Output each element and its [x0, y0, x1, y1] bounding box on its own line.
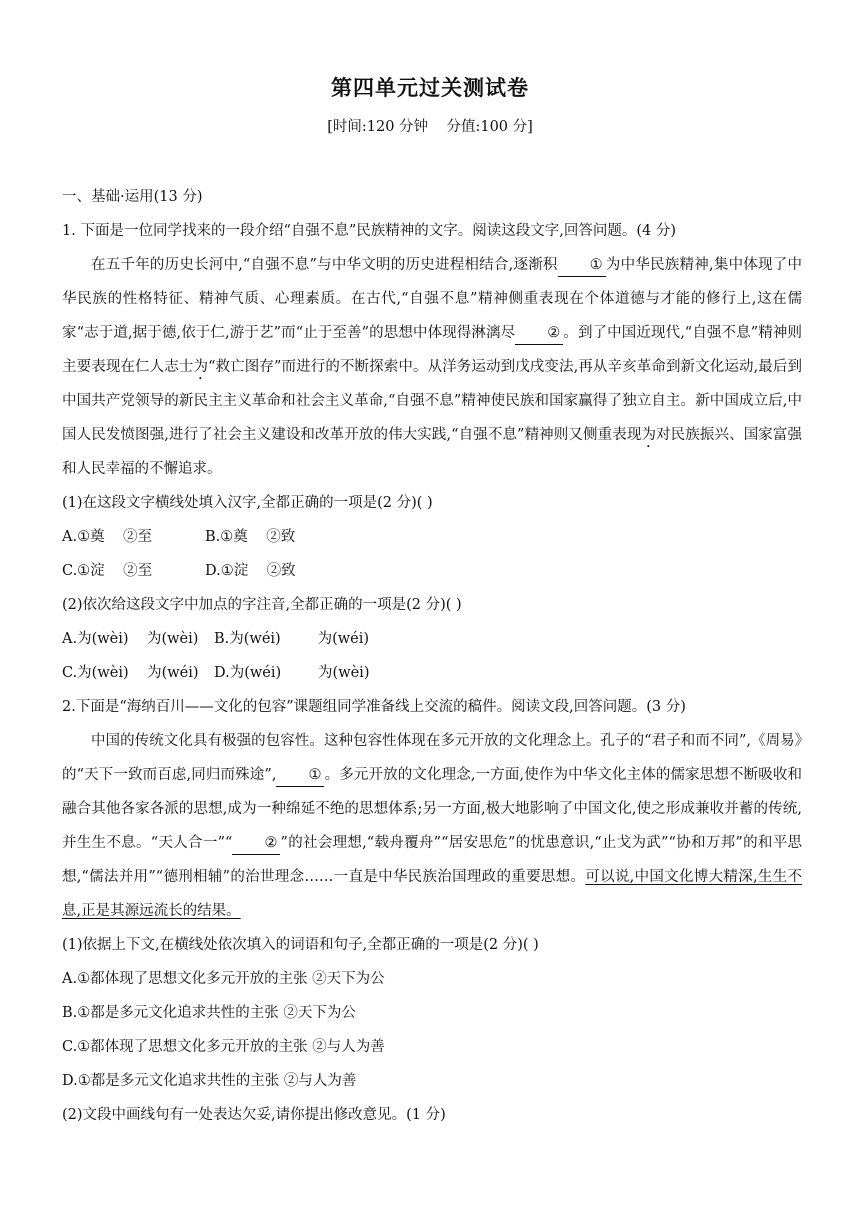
option-b: B.①奠 ②致: [205, 529, 296, 545]
question-1-1-stem: (1)在这段文字横线处填入汉字,全都正确的一项是(2 分)( ): [62, 495, 433, 511]
section-heading: 一、基础·运用(13 分): [62, 189, 203, 205]
page-title: 第四单元过关测试卷: [331, 75, 529, 100]
option-d: D.①淀 ②致: [205, 563, 296, 579]
option-a: A.①都体现了思想文化多元开放的主张 ②天下为公: [62, 971, 385, 987]
option-c: C.①都体现了思想文化多元开放的主张 ②与人为善: [62, 1039, 385, 1055]
question-2-passage: [62, 724, 802, 928]
question-1-stem: 1. 下面是一位同学找来的一段介绍“自强不息”民族精神的文字。阅读这段文字,回答问题。(4 分): [62, 223, 677, 239]
fill-blank-2: ②: [515, 322, 563, 345]
question-2-1-stem: (1)依据上下文,在横线处依次填入的词语和句子,全都正确的一项是(2 分)( ): [62, 937, 539, 953]
option-row: [62, 554, 802, 588]
passage-text: 对民族振兴、国家富强和人民幸福的不懈追求。: [62, 427, 803, 477]
option-c: C.①淀 ②至: [62, 563, 153, 579]
exam-content: [62, 180, 802, 1132]
fill-blank-1: ①: [276, 764, 324, 787]
passage-text: 为中华民族精神,集中体现了中华民族的性格特征、精神气质、心理素质。在古代,“自强不息”精神侧重表现在个体道德与才能的修行上,这在儒家“志于道,据于德,依于仁,游于艺”而“止于至善”的思想中体现得淋漓尽: [62, 257, 802, 341]
passage-text: 。多元开放的文化理念,一方面,使作为中华文化主体的儒家思想不断吸收和融合其他各家各派的思想,成为一种绵延不绝的思想体系;另一方面,极大地影响了中国文化,使之形成兼收并蓄的传统,并生生不息。“天人合一”“: [62, 767, 802, 851]
question-1-2-stem: (2)依次给这段文字中加点的字注音,全都正确的一项是(2 分)( ): [62, 597, 462, 613]
dotted-character-1: 为: [193, 359, 209, 375]
option-a: A.①奠 ②至: [62, 529, 153, 545]
option-row: [62, 520, 802, 554]
question-1-passage: [62, 248, 802, 486]
option-c: C.为(wèi) 为(wéi): [62, 665, 199, 681]
option-d: D.为(wéi) 为(wèi): [214, 665, 370, 681]
question-2-2-stem: (2)文段中画线句有一处表达欠妥,请你提出修改意见。(1 分): [62, 1107, 446, 1123]
option-row: [62, 622, 802, 656]
fill-blank-1: ①: [558, 254, 606, 277]
question-2-stem: 2.下面是“海纳百川——文化的包容”课题组同学准备线上交流的稿件。阅读文段,回答问题。(3 分): [62, 699, 686, 715]
option-a: A.为(wèi) 为(wèi): [62, 631, 199, 647]
passage-text: 。到了中国近现代,“自强不息”精神则主要表现在仁人志士: [62, 325, 802, 375]
passage-text: “救亡图存”而进行的不断探索中。从洋务运动到戊戌变法,再从辛亥革命到新文化运动,最后到中国共产党领导的新民主主义革命和社会主义革命,“自强不息”精神使民族和国家赢得了独立自主。新中国成立后,中国人民发愤图强,进行了社会主义建设和改革开放的伟大实践,“自强不息”精神则又侧重表现: [62, 359, 803, 443]
option-row: [62, 656, 802, 690]
option-b: B.①都是多元文化追求共性的主张 ②天下为公: [62, 1005, 356, 1021]
passage-text: 中国的传统文化具有极强的包容性。这种包容性体现在多元开放的文化理念上。孔子的“君子和而不同”,《周易》的“天下一致而百虑,同归而殊途”,: [62, 733, 802, 783]
passage-text: 在五千年的历史长河中,“自强不息”与中华文明的历史进程相结合,逐渐积: [91, 257, 558, 273]
option-b: B.为(wéi) 为(wéi): [214, 631, 370, 647]
passage-text: ”的社会理想,“载舟覆舟”“居安思危”的忧患意识,“止戈为武”“协和万邦”的和平思想,“儒法并用”“德刑相辅”的治世理念……一直是中华民族治国理政的重要思想。: [62, 835, 802, 885]
option-d: D.①都是多元文化追求共性的主张 ②与人为善: [62, 1073, 357, 1089]
dotted-character-2: 为: [641, 427, 657, 443]
exam-meta: [时间:120 分钟 分值:100 分]: [327, 119, 533, 135]
fill-blank-2: ②: [232, 832, 280, 855]
underlined-sentence: 可以说,中国文化博大精深,生生不息,正是其源远流长的结果。: [62, 869, 803, 919]
